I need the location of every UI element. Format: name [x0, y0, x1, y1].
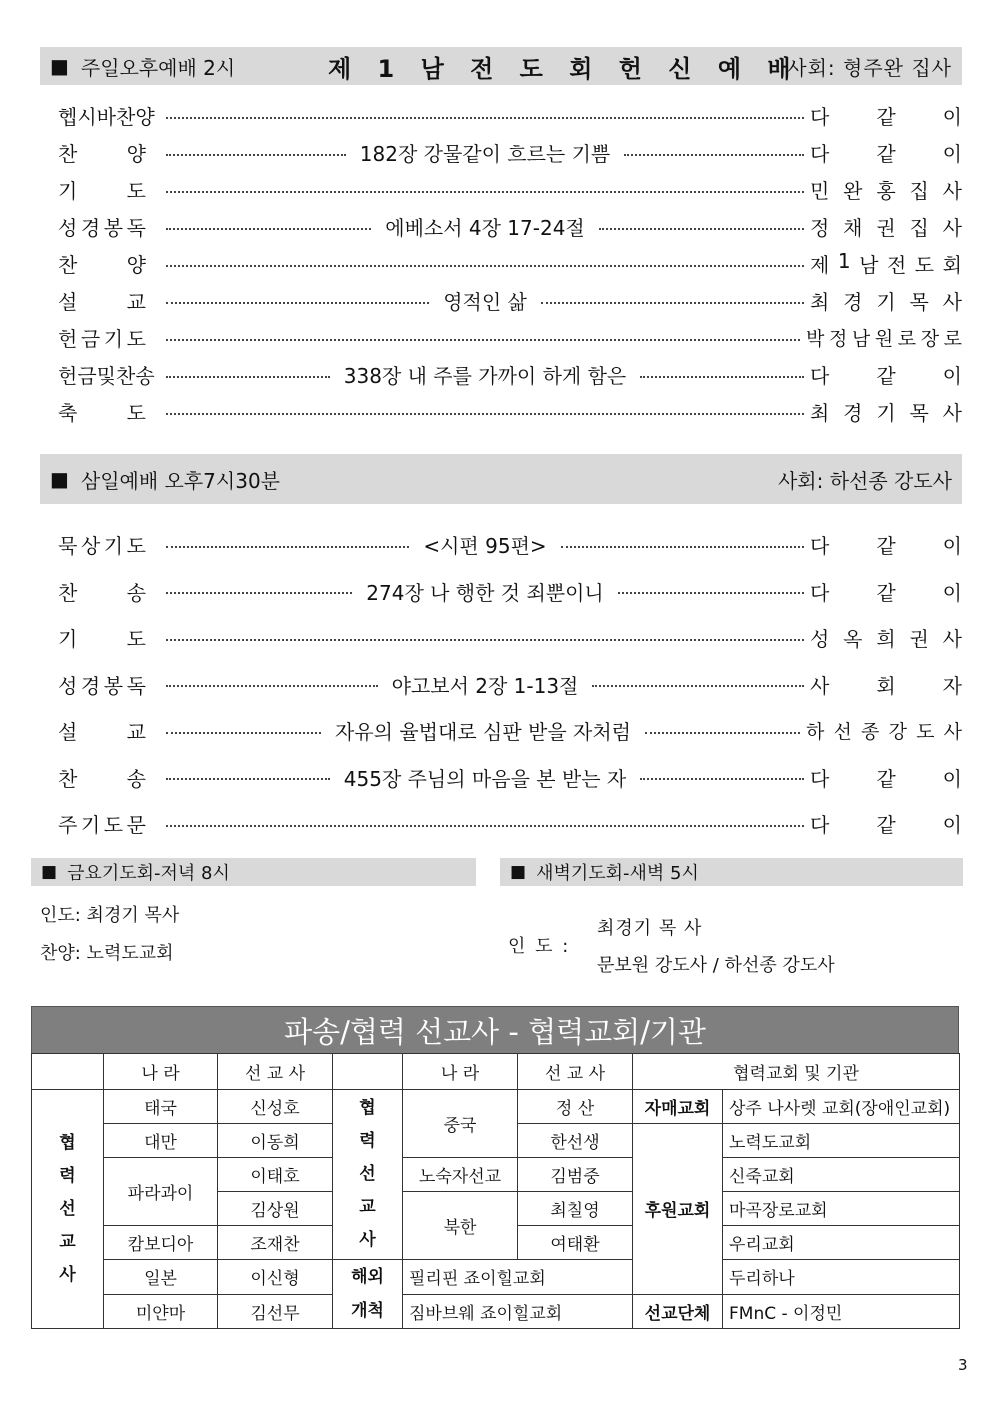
missionary-cell: 김상원 [218, 1192, 333, 1226]
dotted-leader [618, 592, 804, 594]
order-person: 정 채 권 집 사 [810, 216, 962, 240]
dotted-leader [640, 778, 804, 780]
order-label: 헵 시 바 찬 양 [58, 105, 155, 129]
dotted-leader [624, 154, 804, 156]
wednesday-service-time: 삼일예배 오후7시30분 [80, 468, 280, 493]
order-row [44, 101, 962, 130]
order-row [44, 249, 962, 278]
dawn-prayer-header [500, 858, 963, 886]
support-church: 신죽교회 [723, 1158, 960, 1192]
missionary-cell: 조재찬 [218, 1226, 333, 1260]
dotted-leader [640, 376, 804, 378]
dotted-leader [166, 546, 409, 548]
order-label: 기 도 [58, 179, 146, 203]
sunday-service-title: 제 1 남 전 도 회 헌 신 예 배 [328, 54, 800, 83]
support-church-label: 후원교회 [633, 1124, 723, 1295]
missionary-cell: 정 산 [518, 1090, 633, 1124]
order-row [44, 212, 962, 241]
order-content: 에베소서 4장 17-24절 [385, 216, 585, 240]
order-content: 영적인 삶 [443, 290, 527, 314]
dotted-leader [166, 685, 378, 687]
order-person: 박 정 남 원 로 장 로 [806, 328, 962, 350]
dotted-leader [166, 265, 804, 267]
support-church: 마곡장로교회 [723, 1192, 960, 1226]
dotted-leader [166, 376, 330, 378]
dotted-leader [166, 592, 352, 594]
support-church: 노력도교회 [723, 1124, 960, 1158]
missions-table [31, 1053, 960, 1329]
square-bullet-icon: ■ [510, 862, 527, 882]
order-label: 헌 금 기 도 [58, 327, 146, 351]
friday-leader: 인도: 최경기 목사 [40, 905, 180, 926]
header-country: 나 라 [104, 1054, 218, 1090]
missionary-cell: 이동희 [218, 1124, 333, 1158]
dotted-leader [166, 228, 371, 230]
country-cell: 대만 [104, 1124, 218, 1158]
sunday-service-header [40, 47, 962, 85]
order-label: 헌 금 및 찬 송 [58, 364, 155, 388]
order-content: 182장 강물같이 흐르는 기쁨 [359, 142, 611, 166]
order-row [44, 138, 962, 167]
missionary-cell: 한선생 [518, 1124, 633, 1158]
dotted-leader [592, 685, 804, 687]
missions-title: 파송/협력 선교사 - 협력교회/기관 [31, 1006, 959, 1053]
dotted-leader [166, 639, 804, 641]
group2-label: 협 력 선 교 사 [333, 1090, 403, 1260]
order-person: 다 같 이 [810, 142, 962, 166]
overseas-church: 필리핀 죠이힐교회 [403, 1260, 633, 1295]
order-content: 자유의 율법대로 심판 받을 자처럼 [335, 720, 631, 744]
header-country: 나 라 [403, 1054, 518, 1090]
sunday-service-time: 주일오후예배 2시 [80, 55, 236, 80]
order-content: 338장 내 주를 가까이 하게 함은 [343, 364, 627, 388]
order-row [44, 716, 962, 745]
dotted-leader [166, 191, 804, 193]
square-bullet-icon: ■ [50, 54, 69, 78]
country-cell: 파라과이 [104, 1158, 218, 1226]
order-person: 최 경 기 목 사 [810, 401, 962, 425]
group1-label: 협 력 선 교 사 [32, 1090, 104, 1329]
order-person: 사 회 자 [810, 673, 962, 698]
order-label: 기 도 [58, 627, 146, 651]
country-cell: 태국 [104, 1090, 218, 1124]
missionary-cell: 신성호 [218, 1090, 333, 1124]
country-cell: 노숙자선교 [403, 1158, 518, 1192]
order-row [44, 577, 962, 606]
support-church: 두리하나 [723, 1260, 960, 1295]
order-label: 설 교 [58, 720, 146, 744]
missionary-cell: 이태호 [218, 1158, 333, 1192]
order-content: 274장 나 행한 것 죄뿐이니 [366, 580, 604, 605]
dawn-leader-1: 최경기 목 사 [597, 918, 703, 939]
dotted-leader [561, 546, 804, 548]
header-empty [32, 1054, 104, 1090]
header-churches: 협력교회 및 기관 [633, 1054, 960, 1090]
dawn-prayer-title: 새벽기도회-새벽 5시 [536, 863, 699, 884]
order-person: 민 완 홍 집 사 [810, 179, 962, 203]
order-person: 다 같 이 [810, 580, 962, 605]
order-row [44, 763, 962, 792]
country-cell: 중국 [403, 1090, 518, 1158]
country-cell: 일본 [104, 1260, 218, 1295]
dotted-leader [166, 413, 804, 415]
overseas-label: 해외 개척 [333, 1260, 403, 1329]
mission-org: FMnC - 이정민 [723, 1294, 960, 1329]
dawn-leader-label: 인 도 : [508, 936, 571, 957]
wednesday-service-leader: 사회: 하선종 강도사 [777, 468, 952, 493]
order-content: 야고보서 2장 1-13절 [391, 673, 579, 698]
missionary-cell: 김선무 [218, 1294, 333, 1329]
dotted-leader [166, 732, 321, 734]
missionary-cell: 여태환 [518, 1226, 633, 1260]
order-row [44, 360, 962, 389]
order-row [44, 323, 962, 352]
order-row [44, 623, 962, 652]
friday-prayer-header [31, 858, 476, 886]
order-person: 다 같 이 [810, 534, 962, 558]
order-person: 다 같 이 [810, 364, 962, 388]
header-missionary: 선 교 사 [518, 1054, 633, 1090]
order-row [44, 530, 962, 559]
wednesday-service-header [40, 454, 962, 504]
dotted-leader [166, 117, 804, 119]
dotted-leader [166, 339, 800, 341]
order-label: 설 교 [58, 290, 146, 314]
dotted-leader [166, 825, 804, 827]
country-cell: 미얀마 [104, 1294, 218, 1329]
order-label: 성 경 봉 독 [58, 673, 146, 698]
order-row [44, 397, 962, 426]
page-number: 3 [958, 1356, 968, 1374]
header-empty [333, 1054, 403, 1090]
overseas-church: 짐바브웨 죠이힐교회 [403, 1294, 633, 1329]
sister-church: 상주 나사렛 교회(장애인교회) [723, 1090, 960, 1124]
missionary-cell: 이신형 [218, 1260, 333, 1295]
friday-praise: 찬양: 노력도교회 [40, 943, 174, 964]
country-cell: 캄보디아 [104, 1226, 218, 1260]
support-church: 우리교회 [723, 1226, 960, 1260]
square-bullet-icon: ■ [50, 467, 69, 491]
country-cell: 북한 [403, 1192, 518, 1260]
order-label: 찬 양 [58, 142, 146, 166]
order-row [44, 286, 962, 315]
order-label: 묵 상 기 도 [58, 534, 146, 558]
order-row [44, 175, 962, 204]
missionary-cell: 최칠영 [518, 1192, 633, 1226]
dotted-leader [166, 778, 330, 780]
sunday-service-leader: 사회: 형주완 집사 [787, 55, 952, 80]
header-missionary: 선 교 사 [218, 1054, 333, 1090]
order-person: 최 경 기 목 사 [810, 290, 962, 314]
order-person: 다 같 이 [810, 813, 962, 837]
order-content: 455장 주님의 마음을 본 받는 자 [343, 766, 627, 791]
dotted-leader [166, 302, 429, 304]
order-row [44, 809, 962, 838]
sister-church-label: 자매교회 [633, 1090, 723, 1124]
dotted-leader [541, 302, 804, 304]
mission-org-label: 선교단체 [633, 1294, 723, 1329]
order-person: 다 같 이 [810, 105, 962, 129]
order-label: 찬 양 [58, 253, 146, 277]
order-person: 다 같 이 [810, 766, 962, 791]
order-content: <시편 95편> [423, 534, 547, 558]
order-label: 주 기 도 문 [58, 813, 146, 837]
order-row [44, 670, 962, 699]
order-person: 하 선 종 강 도 사 [806, 721, 962, 743]
dotted-leader [166, 154, 346, 156]
dotted-leader [599, 228, 804, 230]
dotted-leader [645, 732, 800, 734]
order-label: 찬 송 [58, 580, 146, 605]
dawn-leader-2: 문보원 강도사 / 하선종 강도사 [597, 955, 835, 976]
order-person: 성 옥 희 권 사 [810, 627, 962, 651]
friday-prayer-title: 금요기도회-저녁 8시 [67, 863, 230, 884]
order-label: 찬 송 [58, 766, 146, 791]
order-label: 축 도 [58, 401, 146, 425]
order-person: 제 1 남 전 도 회 [810, 249, 962, 277]
square-bullet-icon: ■ [41, 862, 58, 882]
missionary-cell: 김범중 [518, 1158, 633, 1192]
order-label: 성 경 봉 독 [58, 216, 146, 240]
